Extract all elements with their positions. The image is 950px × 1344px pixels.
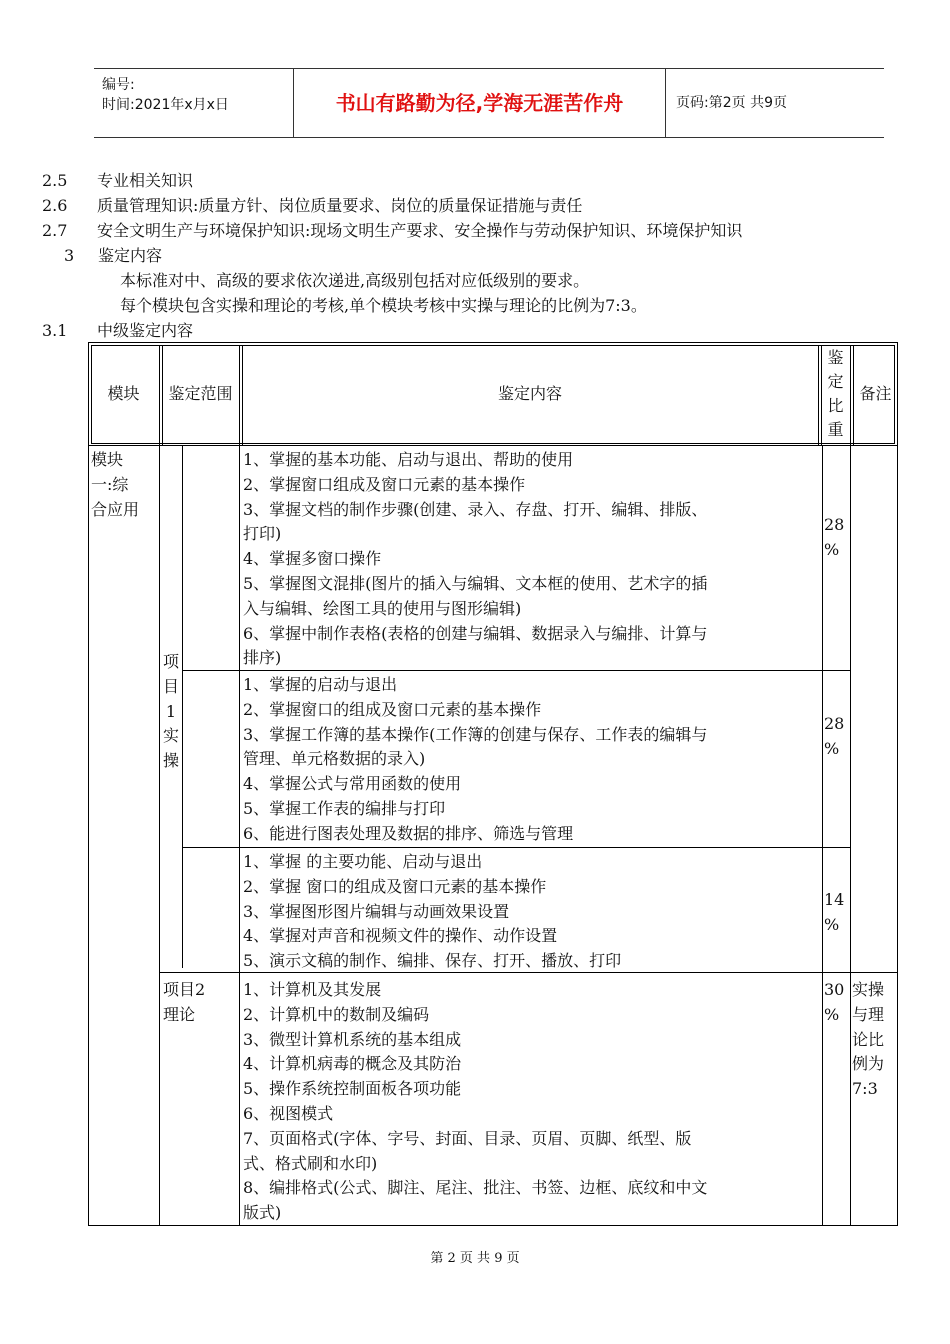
group-4-weight: 30 % <box>824 980 845 1024</box>
header-module: 模块 <box>107 384 140 403</box>
project-1-label: 项 目 1 实 操 <box>162 652 179 771</box>
col-line-module <box>159 445 160 1226</box>
paragraph-2: 每个模块包含实操和理论的考核,单个模块考核中实操与理论的比例为7:3。 <box>120 296 647 315</box>
list-item: 3、微型计算机系统的基本组成 <box>243 1029 462 1049</box>
header-meta <box>94 69 294 137</box>
project-2-label: 项目2 理论 <box>163 980 206 1024</box>
header-bottom-line <box>88 445 898 446</box>
list-item: 2、掌握 窗口的组成及窗口元素的基本操作 <box>243 876 547 896</box>
list-item: 3、掌握工作簿的基本操作(工作簿的创建与保存、工作表的编辑与 <box>243 724 708 744</box>
list-item: 入与编辑、绘图工具的使用与图形编辑) <box>243 598 522 618</box>
col-line-content <box>822 445 823 1226</box>
page-footer: 第 2 页 共 9 页 <box>430 1251 520 1266</box>
section-2-7: 2.7 安全文明生产与环境保护知识:现场文明生产要求、安全操作与劳动保护知识、环境保护知识 <box>42 221 743 240</box>
group-1-weight: 28 % <box>824 515 845 559</box>
list-item: 4、掌握多窗口操作 <box>243 549 382 569</box>
header-weight: 鉴 定 比 重 <box>827 348 844 439</box>
group-4-content <box>243 978 821 1226</box>
paragraph-1: 本标准对中、高级的要求依次递进,高级别包括对应低级别的要求。 <box>120 271 590 290</box>
list-item: 2、计算机中的数制及编码 <box>243 1004 430 1024</box>
list-item: 4、掌握对声音和视频文件的操作、动作设置 <box>243 926 558 946</box>
header-scope: 鉴定范围 <box>168 384 233 403</box>
list-item: 1、掌握的启动与退出 <box>243 675 398 694</box>
header-remark: 备注 <box>859 384 892 403</box>
group-3-weight: 14 % <box>824 890 845 934</box>
col-line-project <box>182 445 183 968</box>
col-line-weight <box>850 445 851 1226</box>
list-item: 排序) <box>243 648 282 668</box>
code-label: 编号: <box>102 77 135 93</box>
list-item: 打印) <box>243 524 282 544</box>
list-item: 2、掌握窗口的组成及窗口元素的基本操作 <box>243 699 542 719</box>
list-item: 6、掌握中制作表格(表格的创建与编辑、数据录入与编排、计算与 <box>243 623 708 643</box>
hdr-sep-4 <box>850 345 851 445</box>
list-item: 5、掌握图文混排(图片的插入与编辑、文本框的使用、艺术字的插 <box>243 573 708 593</box>
list-item: 版式) <box>243 1203 282 1223</box>
group-2-weight: 28 % <box>824 714 845 758</box>
assessment-table <box>88 342 898 1226</box>
group-1-content <box>243 448 821 671</box>
list-item: 5、操作系统控制面板各项功能 <box>243 1079 462 1099</box>
section-3-1: 3.1 中级鉴定内容 <box>42 321 194 340</box>
list-item: 7、页面格式(字体、字号、封面、目录、页眉、页脚、纸型、版 <box>243 1128 692 1148</box>
list-item: 5、演示文稿的制作、编排、保存、打开、播放、打印 <box>243 951 622 971</box>
hdr-sep-3 <box>818 345 819 445</box>
list-item: 5、掌握工作表的编排与打印 <box>243 798 446 818</box>
row-sep-2 <box>182 847 850 848</box>
header-page-number: 页码:第2页 共9页 <box>676 95 787 111</box>
section-3: 3 鉴定内容 <box>64 246 163 265</box>
list-item: 2、掌握窗口组成及窗口元素的基本操作 <box>243 474 526 494</box>
header-content: 鉴定内容 <box>497 384 562 403</box>
group-2-content <box>243 673 821 847</box>
col-line-scope <box>239 445 240 1226</box>
list-item: 1、掌握 的主要功能、启动与退出 <box>243 852 483 871</box>
list-item: 1、掌握的基本功能、启动与退出、帮助的使用 <box>243 450 574 469</box>
list-item: 6、视图模式 <box>243 1103 334 1123</box>
section-2-6: 2.6 质量管理知识:质量方针、岗位质量要求、岗位的质量保证措施与责任 <box>42 196 583 215</box>
list-item: 3、掌握图形图片编辑与动画效果设置 <box>243 901 510 921</box>
page-header <box>94 68 884 138</box>
time-label: 时间:2021年x月x日 <box>102 97 229 113</box>
header-motto: 书山有路勤为径,学海无涯苦作舟 <box>294 69 666 137</box>
list-item: 4、计算机病毒的概念及其防治 <box>243 1054 462 1074</box>
list-item: 管理、单元格数据的录入) <box>243 749 426 769</box>
section-2-5: 2.5 专业相关知识 <box>42 171 194 190</box>
list-item: 式、格式刷和水印) <box>243 1153 378 1173</box>
group-3-content <box>243 850 821 974</box>
group-4-remark: 实操 与理 论比 例为 7:3 <box>852 980 885 1099</box>
list-item: 1、计算机及其发展 <box>243 980 382 999</box>
list-item: 4、掌握公式与常用函数的使用 <box>243 774 462 794</box>
list-item: 3、掌握文档的制作步骤(创建、录入、存盘、打开、编辑、排版、 <box>243 499 708 519</box>
module-name: 模块 一:综 合应用 <box>91 450 140 519</box>
list-item: 6、能进行图表处理及数据的排序、筛选与管理 <box>243 823 574 843</box>
weight-top-line <box>822 445 898 446</box>
list-item: 8、编排格式(公式、脚注、尾注、批注、书签、边框、底纹和中文 <box>243 1178 708 1198</box>
